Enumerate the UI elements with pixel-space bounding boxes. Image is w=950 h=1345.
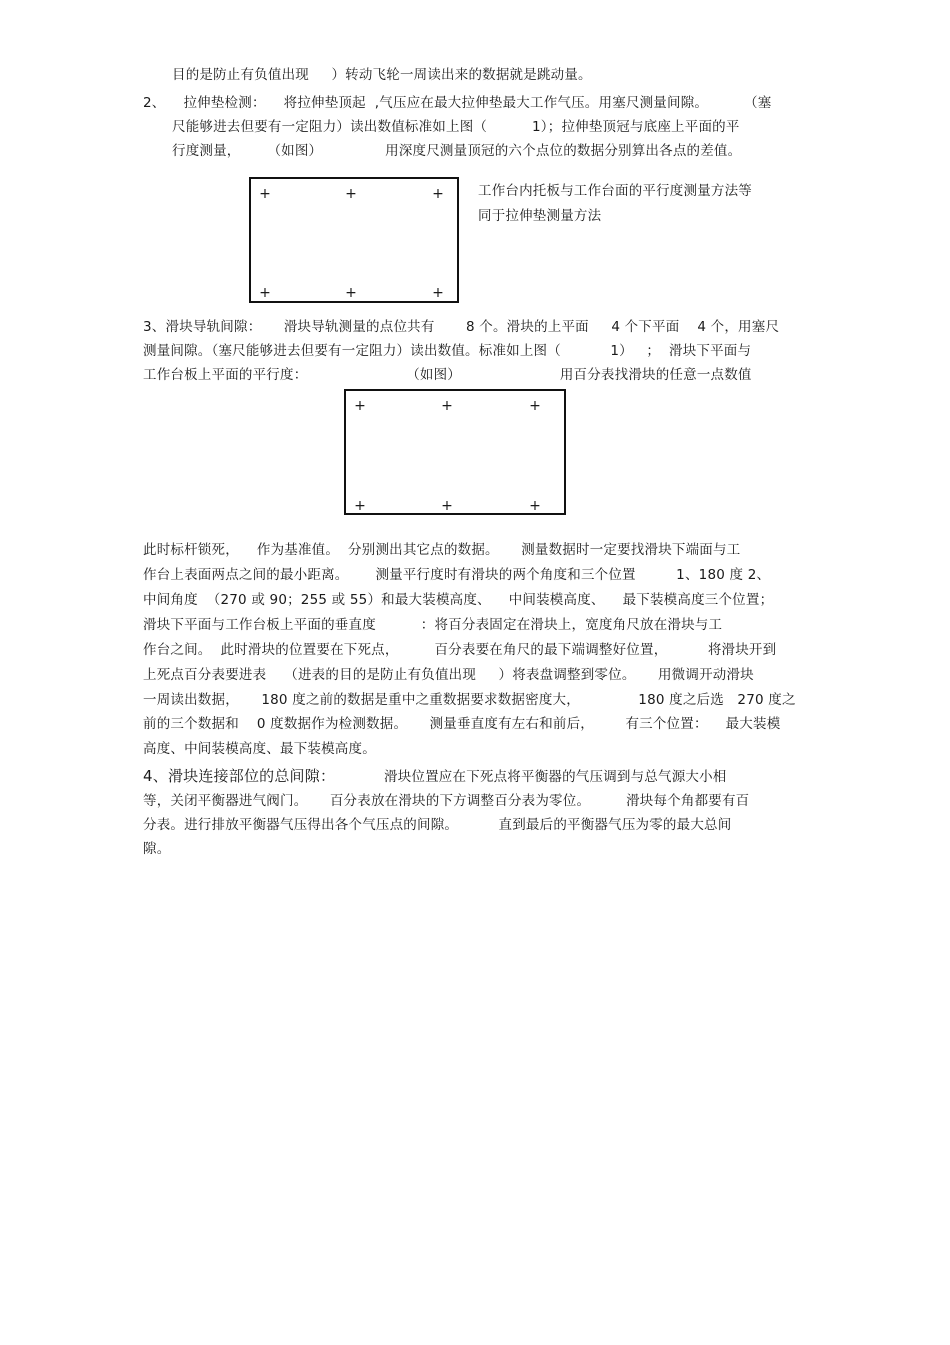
plus-mark: + <box>354 398 366 414</box>
section-4-line-3: 分表。进行排放平衡器气压得出各个气压点的间隙。 直到最后的平衡器气压为零的最大总间 <box>143 817 732 833</box>
section-2-line-1: 2、 拉伸垫检测： 将拉伸垫顶起 ,气压应在最大拉伸垫最大工作气压。用塞尺测量间隙。 （塞 <box>143 95 772 111</box>
text-line: 中间角度 （270 或 90；255 或 55）和最大装模高度、 中间装模高度、 最下装模高度三个位置； <box>143 592 774 608</box>
figure-1-note-line-1: 工作台内托板与工作台面的平行度测量方法等 <box>478 183 752 199</box>
plus-mark: + <box>354 498 366 514</box>
text-line: 高度、中间装模高度、最下装模高度。 <box>143 741 376 757</box>
section-4-line-2: 等，关闭平衡器进气阀门。 百分表放在滑块的下方调整百分表为零位。 滑块每个角都要有百 <box>143 793 750 809</box>
plus-mark: + <box>259 186 271 202</box>
plus-mark: + <box>441 498 453 514</box>
section-4-heading: 4、滑块连接部位的总间隙： <box>143 767 336 785</box>
text-line: 目的是防止有负值出现 ）转动飞轮一周读出来的数据就是跳动量。 <box>172 67 592 83</box>
text-line: 作台之间。 此时滑块的位置要在下死点， 百分表要在角尺的最下端调整好位置， 将滑块开到 <box>143 642 777 658</box>
section-3-line-3: 工作台板上平面的平行度： （如图） 用百分表找滑块的任意一点数值 <box>143 367 752 383</box>
plus-mark: + <box>432 285 444 301</box>
text-line: 上死点百分表要进表 （进表的目的是防止有负值出现 ）将表盘调整到零位。 用微调开动滑块 <box>143 667 754 683</box>
section-2-line-3: 行度测量， （如图） 用深度尺测量顶冠的六个点位的数据分别算出各点的差值。 <box>172 143 742 159</box>
section-4-line-4: 隙。 <box>143 841 171 857</box>
figure-1-note-line-2: 同于拉伸垫测量方法 <box>478 208 602 224</box>
section-4-line-1: 滑块位置应在下死点将平衡器的气压调到与总气源大小相 <box>384 769 727 785</box>
text-line: 前的三个数据和 0 度数据作为检测数据。 测量垂直度有左右和前后， 有三个位置： 最大装模 <box>143 716 781 732</box>
plus-mark: + <box>345 186 357 202</box>
plus-mark: + <box>345 285 357 301</box>
section-2-line-2: 尺能够进去但要有一定阻力）读出数值标准如上图（ 1）；拉伸垫顶冠与底座上平面的平 <box>172 119 740 135</box>
figure-1-rectangle <box>249 177 459 303</box>
text-line: 一周读出数据， 180 度之前的数据是重中之重数据要求数据密度大， 180 度之后选 270 度之 <box>143 692 796 708</box>
plus-mark: + <box>529 398 541 414</box>
plus-mark: + <box>432 186 444 202</box>
section-3-line-2: 测量间隙。（塞尺能够进去但要有一定阻力）读出数值。标准如上图（ 1） ； 滑块下平面与 <box>143 343 752 359</box>
plus-mark: + <box>441 398 453 414</box>
text-line: 滑块下平面与工作台板上平面的垂直度 ：将百分表固定在滑块上，宽度角尺放在滑块与工 <box>143 617 723 633</box>
text-line: 作台上表面两点之间的最小距离。 测量平行度时有滑块的两个角度和三个位置 1、180 度 2、 <box>143 567 771 583</box>
text-line: 此时标杆锁死， 作为基准值。 分别测出其它点的数据。 测量数据时一定要找滑块下端面与工 <box>143 542 741 558</box>
section-3-line-1: 3、滑块导轨间隙： 滑块导轨测量的点位共有 8 个。滑块的上平面 4 个下平面 4 个，用塞尺 <box>143 319 780 335</box>
figure-2-rectangle <box>344 389 566 515</box>
plus-mark: + <box>529 498 541 514</box>
plus-mark: + <box>259 285 271 301</box>
